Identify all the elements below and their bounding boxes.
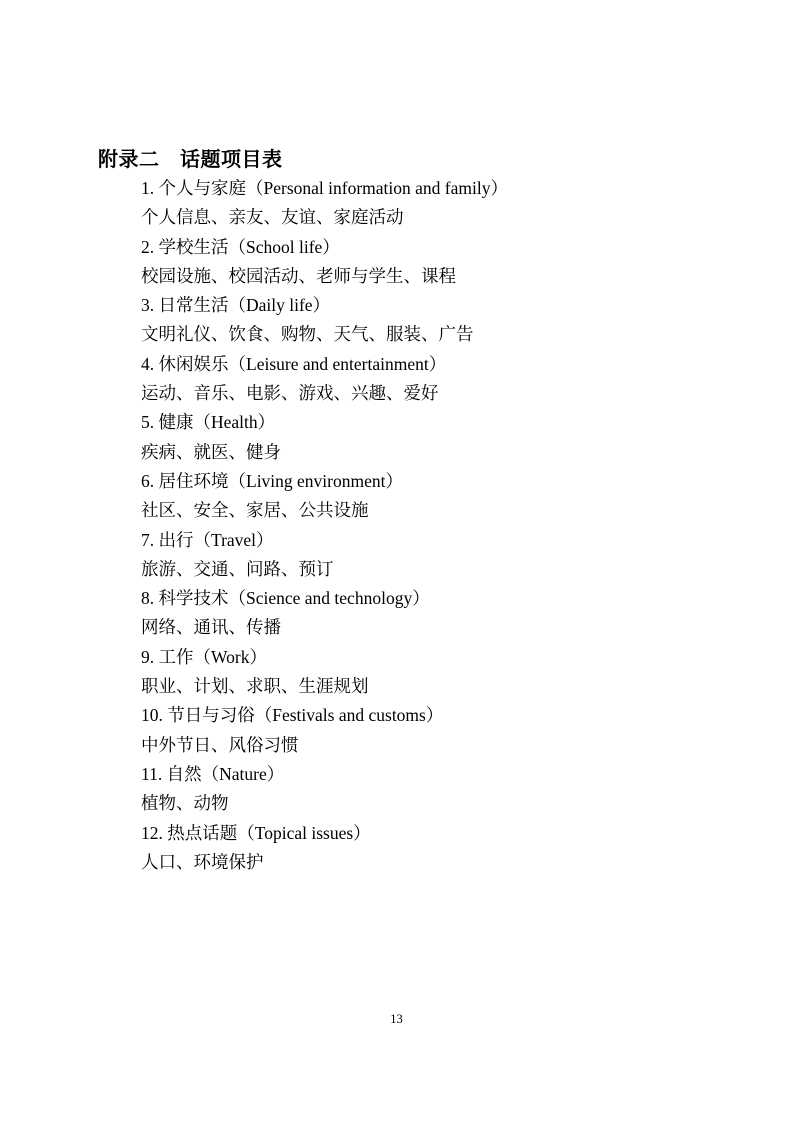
topic-heading: 11. 自然（Nature）	[141, 763, 285, 784]
topic-heading: 4. 休闲娱乐（Leisure and entertainment）	[141, 353, 447, 374]
topic-subitems: 校园设施、校园活动、老师与学生、课程	[141, 265, 456, 286]
topic-heading: 3. 日常生活（Daily life）	[141, 295, 331, 316]
topic-entry	[141, 526, 741, 585]
topic-subitems: 疾病、就医、健身	[141, 441, 281, 462]
topic-subitems: 职业、计划、求职、生涯规划	[141, 676, 369, 697]
topic-subitems: 文明礼仪、饮食、购物、天气、服装、广告	[141, 324, 474, 345]
topic-entry	[141, 350, 741, 409]
topic-subitems: 人口、环境保护	[141, 851, 264, 872]
topic-entry	[141, 233, 741, 292]
topic-heading: 1. 个人与家庭（Personal information and family）	[141, 178, 508, 198]
topic-entry	[141, 819, 741, 878]
topic-heading: 12. 热点话题（Topical issues）	[141, 822, 371, 843]
topic-heading: 2. 学校生活（School life）	[141, 236, 340, 257]
topic-entry	[141, 701, 741, 760]
page-number: 13	[390, 1012, 403, 1026]
topic-subitems: 社区、安全、家居、公共设施	[141, 500, 369, 521]
topic-entry	[141, 643, 741, 702]
topic-heading: 5. 健康（Health）	[141, 412, 276, 433]
topic-entry	[141, 408, 741, 467]
topic-entry	[141, 760, 741, 819]
topic-entry	[141, 174, 741, 233]
topic-subitems: 网络、通讯、传播	[141, 617, 281, 638]
topic-entry	[141, 467, 741, 526]
topic-list	[141, 174, 741, 877]
topic-subitems: 个人信息、亲友、友谊、家庭活动	[141, 207, 404, 228]
topic-heading: 7. 出行（Travel）	[141, 529, 274, 550]
topic-heading: 10. 节日与习俗（Festivals and customs）	[141, 705, 444, 726]
page-title: 附录二 话题项目表	[98, 149, 283, 172]
topic-subitems: 中外节日、风俗习惯	[141, 734, 299, 755]
topic-heading: 8. 科学技术（Science and technology）	[141, 588, 430, 609]
topic-subitems: 运动、音乐、电影、游戏、兴趣、爱好	[141, 383, 439, 404]
topic-subitems: 旅游、交通、问路、预订	[141, 558, 334, 579]
topic-entry	[141, 291, 741, 350]
topic-entry	[141, 584, 741, 643]
topic-subitems: 植物、动物	[141, 793, 229, 814]
topic-heading: 6. 居住环境（Living environment）	[141, 470, 403, 491]
topic-heading: 9. 工作（Work）	[141, 646, 267, 667]
